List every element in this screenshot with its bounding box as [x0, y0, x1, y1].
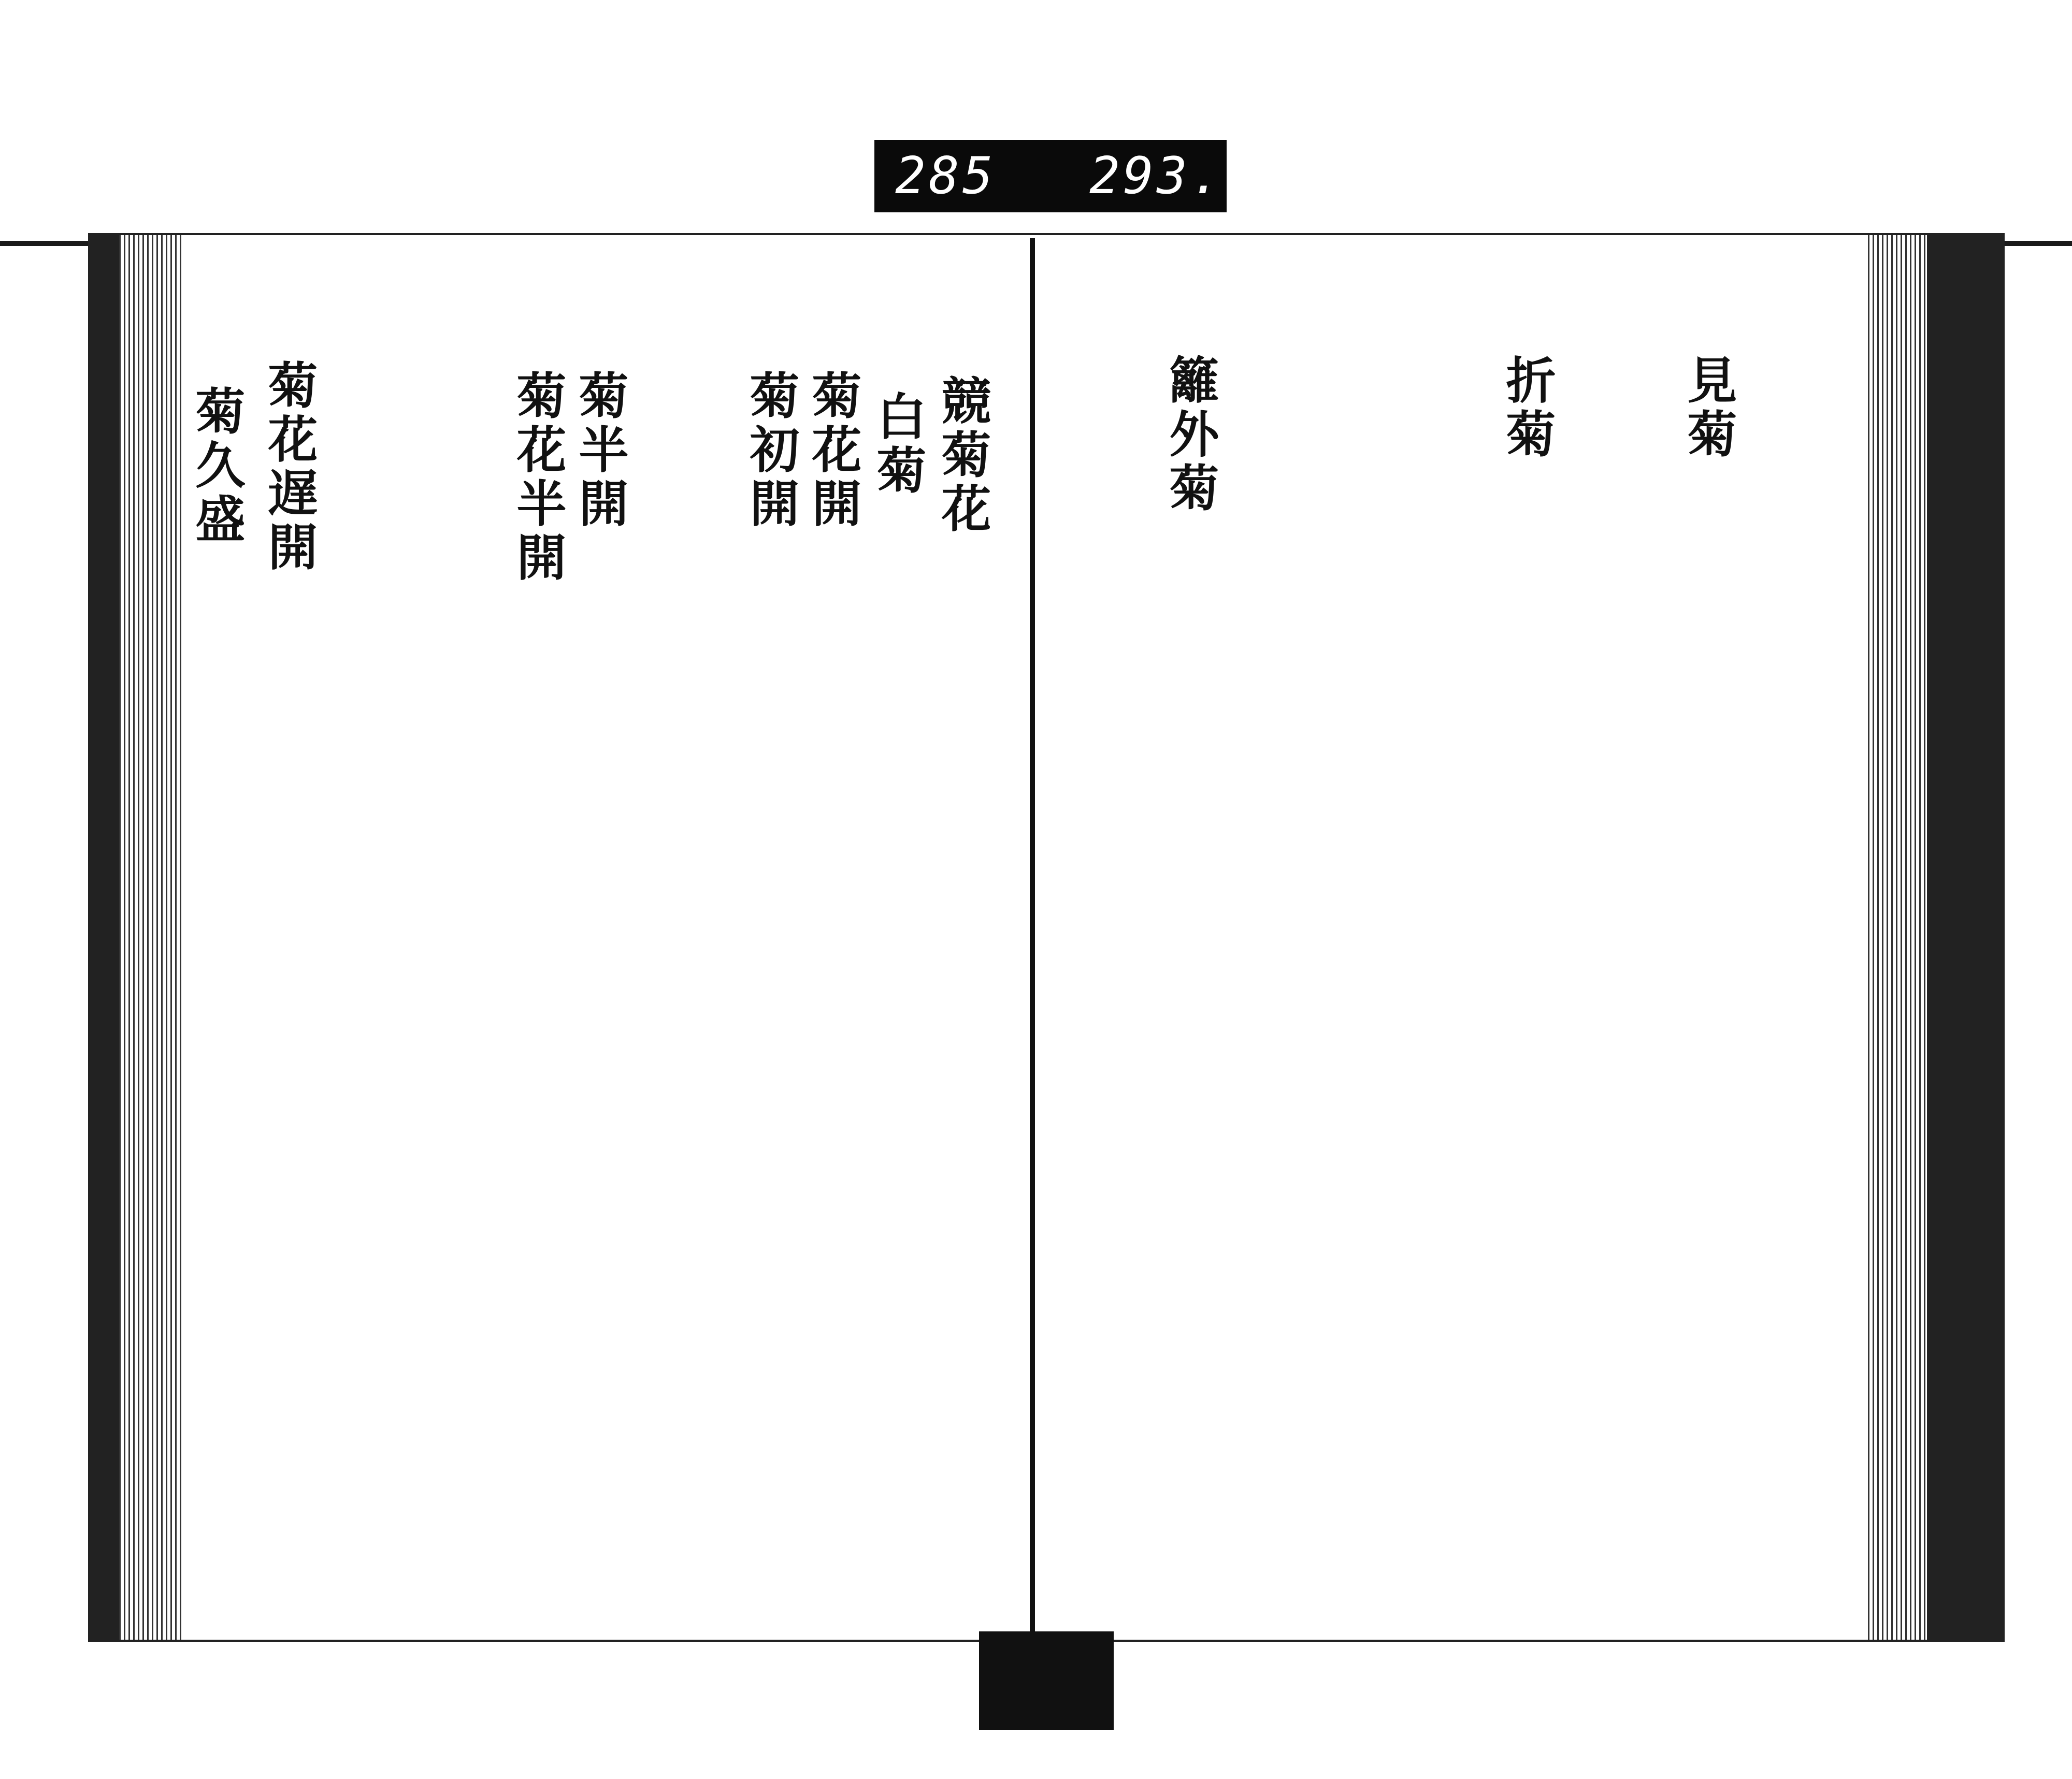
heading-kiku-hisashiku-sakari: 菊久盛: [188, 385, 246, 547]
book-gutter: [1030, 238, 1035, 1647]
heading-kiku-hankai: 菊半開: [571, 370, 629, 531]
frame-counter-left: 285: [895, 147, 997, 206]
heading-oru-kiku: 折菊: [1498, 354, 1557, 462]
heading-kikuka-hankai: 菊花半開: [509, 370, 567, 585]
heading-kikuka-kai: 菊花開: [804, 370, 862, 531]
heading-magaki-soto-kiku: 籬外菊: [1161, 354, 1220, 516]
right-page: [1031, 233, 2005, 1642]
heading-miru-kiku: 見菊: [1679, 354, 1738, 462]
heading-shiragiku: 白菊: [869, 390, 927, 498]
frame-counter-right: 293.: [1089, 147, 1225, 206]
heading-kiku-shokai: 菊初開: [742, 370, 800, 531]
frame-counter: [874, 140, 1227, 212]
heading-kikuka-chikai: 菊花遅開: [260, 359, 319, 575]
heading-kisoi-kikuka: 競菊花: [933, 375, 992, 537]
left-page: [88, 233, 1031, 1642]
gutter-clip: [979, 1631, 1114, 1730]
open-book: [88, 233, 2005, 1652]
